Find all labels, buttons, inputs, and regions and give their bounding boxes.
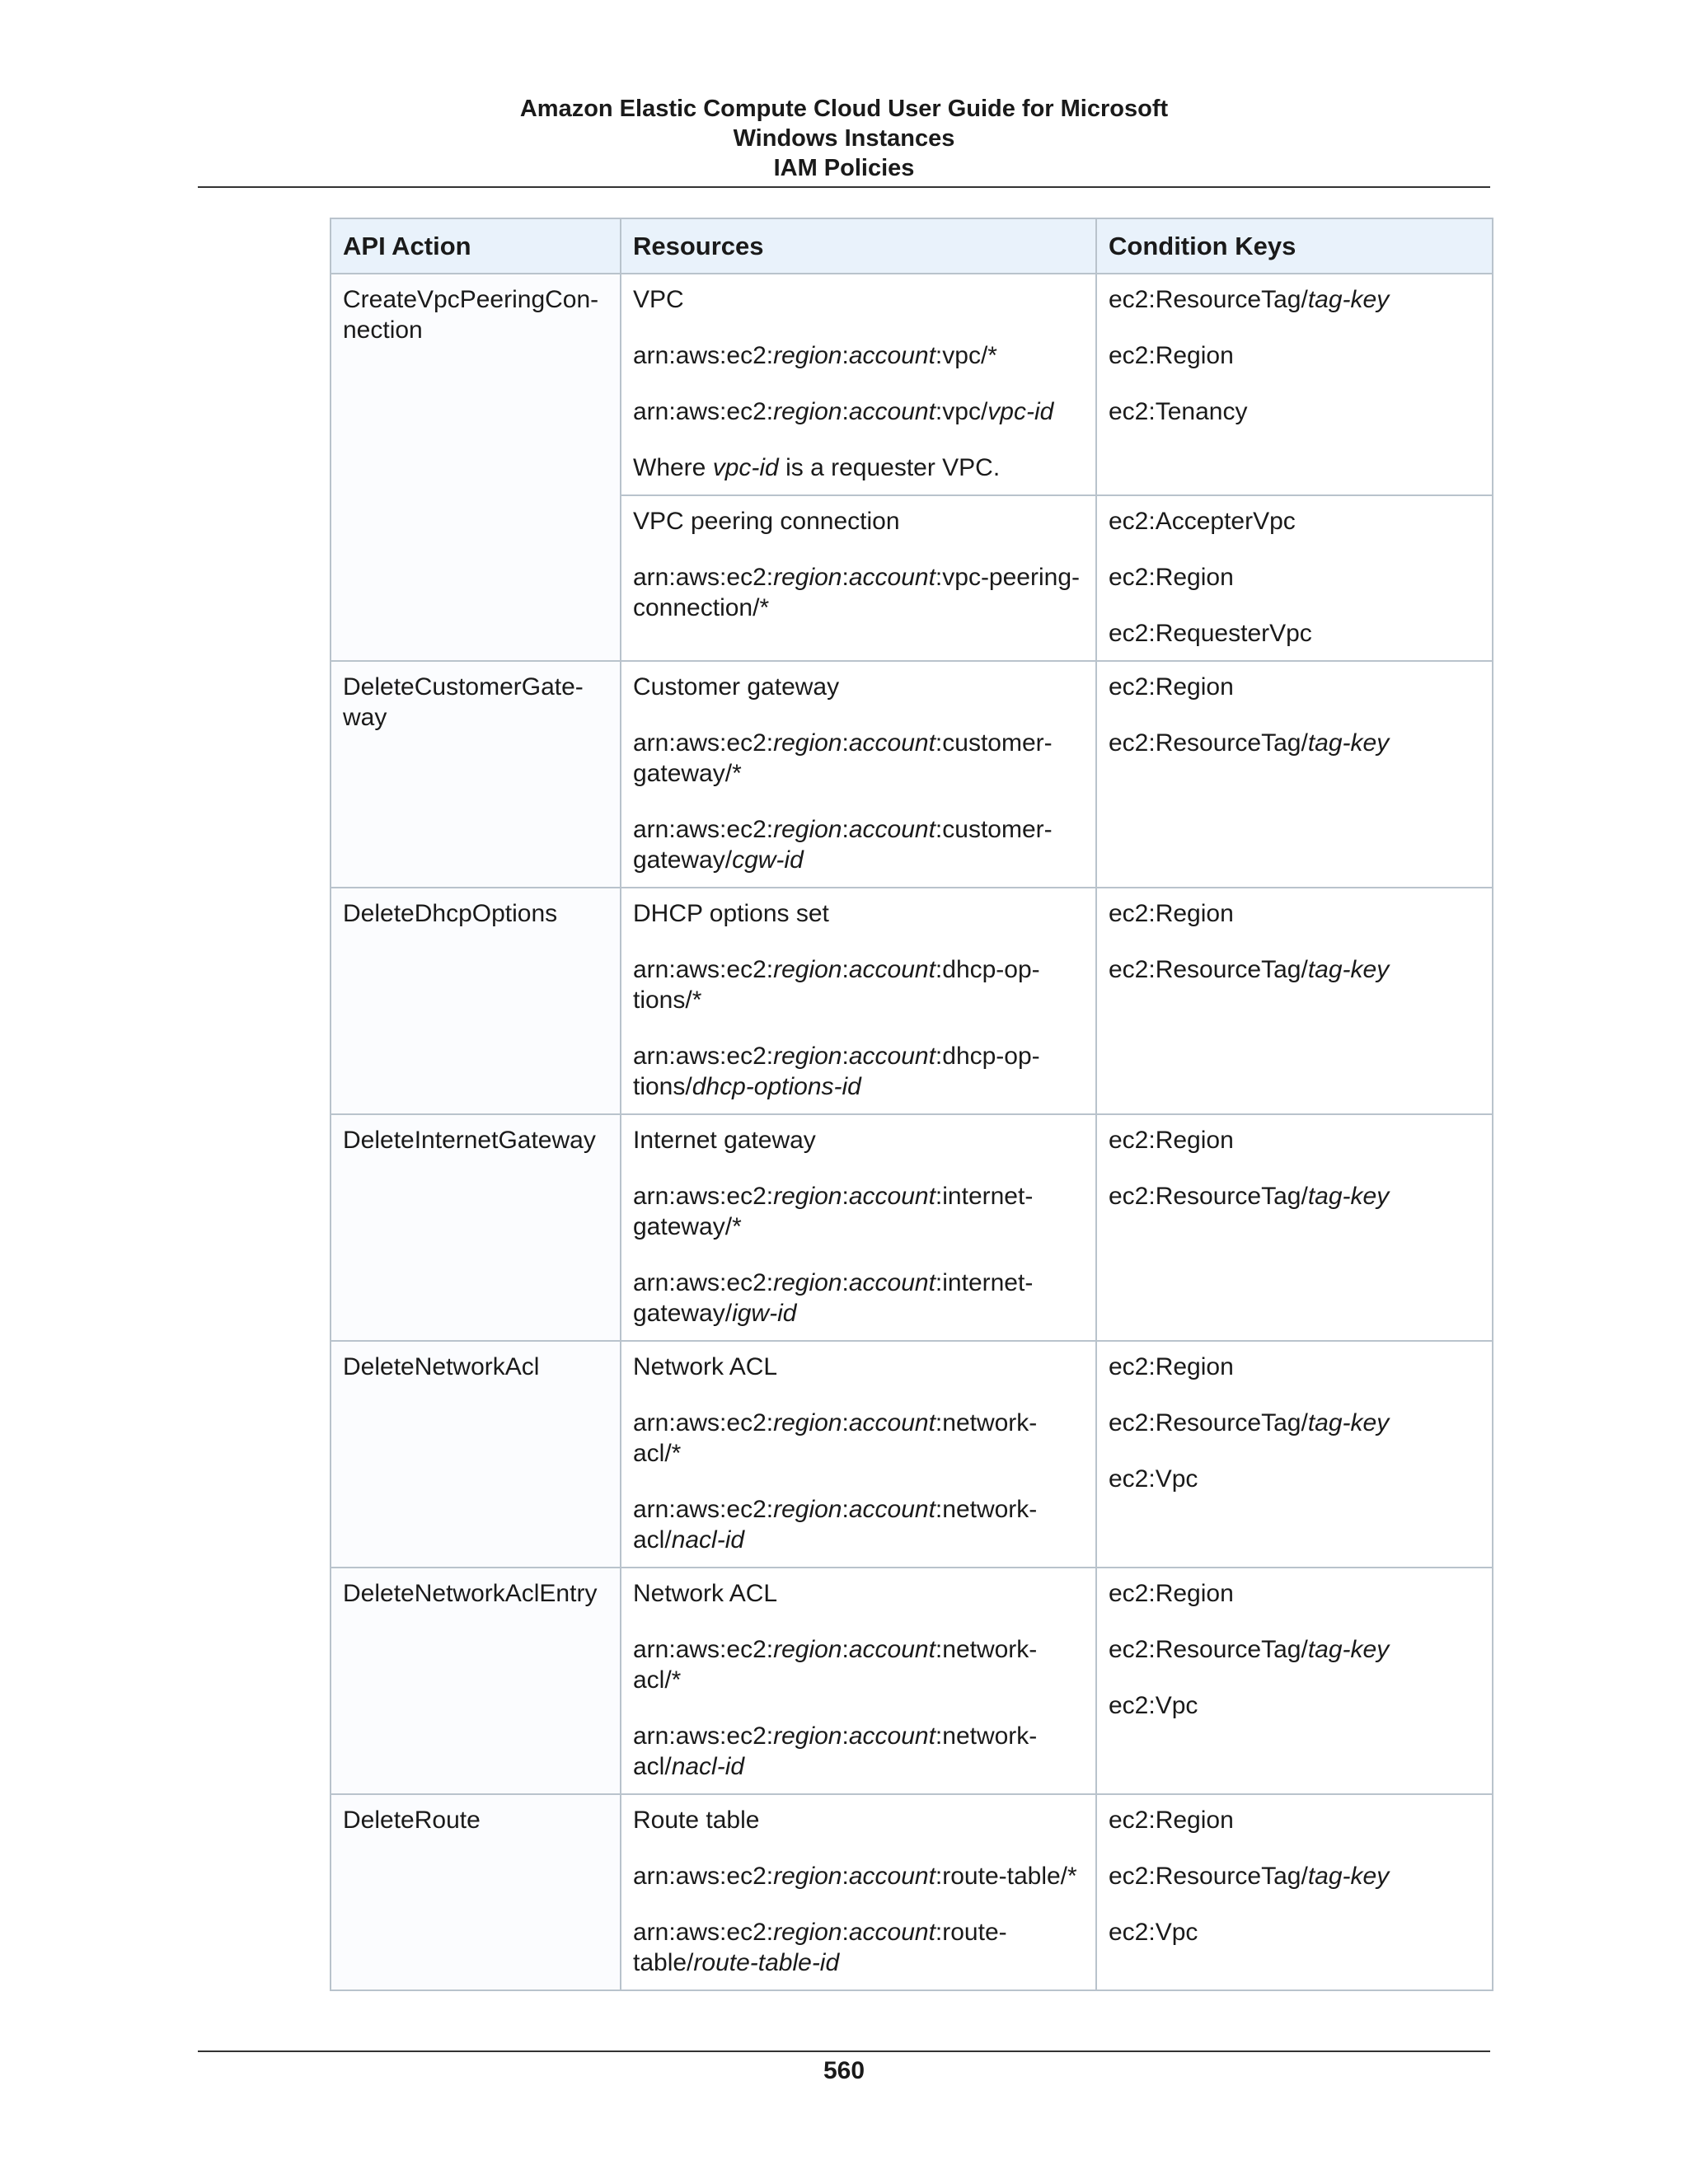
resource-arn: arn:aws:ec2:region:account:vpc/vpc-id: [633, 398, 1054, 425]
condition-key: ec2:Region: [1109, 342, 1234, 369]
api-action-name: DeleteInternetGateway: [343, 1127, 596, 1154]
condition-keys-cell: [1096, 1114, 1493, 1341]
condition-key: ec2:Region: [1109, 1127, 1234, 1154]
api-action-cell: [331, 1794, 621, 1990]
condition-keys-cell: [1096, 888, 1493, 1114]
resource-arn: arn:aws:ec2:region:account:internet- gateway/*: [633, 1183, 1034, 1240]
api-actions-table: [330, 218, 1493, 1991]
condition-key: ec2:ResourceTag/tag-key: [1109, 729, 1390, 757]
condition-key: ec2:Region: [1109, 1807, 1234, 1834]
resource-arn: arn:aws:ec2:region:account:dhcp-op- tions/dhcp-options-id: [633, 1043, 1040, 1100]
column-header-resources: Resources: [621, 218, 1096, 274]
condition-key: ec2:ResourceTag/tag-key: [1109, 1636, 1390, 1663]
api-action-cell: [331, 888, 621, 1114]
table-row: [331, 1341, 1493, 1568]
header-section-title: IAM Policies: [773, 155, 915, 181]
resource-arn: arn:aws:ec2:region:account:internet- gateway/igw-id: [633, 1269, 1034, 1327]
resource-type: Customer gateway: [633, 673, 840, 701]
condition-keys-cell: [1096, 1341, 1493, 1568]
api-action-name: DeleteDhcpOptions: [343, 900, 558, 927]
resource-note: Where vpc-id is a requester VPC.: [633, 454, 1001, 481]
api-action-name: CreateVpcPeeringCon- nection: [343, 286, 599, 344]
table-row: [331, 661, 1493, 888]
table-row: [331, 1794, 1493, 1990]
footer-rule: [198, 2050, 1490, 2052]
resource-type: Internet gateway: [633, 1127, 816, 1154]
header-doc-subtitle: Windows Instances: [733, 125, 955, 152]
header-doc-title: Amazon Elastic Compute Cloud User Guide for Microsoft: [519, 96, 1169, 122]
condition-key: ec2:ResourceTag/tag-key: [1109, 1183, 1390, 1210]
condition-key: ec2:Region: [1109, 673, 1234, 701]
api-action-name: DeleteCustomerGate- way: [343, 673, 584, 731]
api-action-name: DeleteRoute: [343, 1807, 481, 1834]
resources-cell: [621, 1114, 1096, 1341]
column-header-condition-keys: Condition Keys: [1096, 218, 1493, 274]
resource-arn: arn:aws:ec2:region:account:customer- gateway/*: [633, 729, 1053, 787]
api-action-name: DeleteNetworkAcl: [343, 1353, 540, 1380]
condition-keys-cell: [1096, 274, 1493, 495]
resources-cell: [621, 274, 1096, 495]
api-action-cell: [331, 1341, 621, 1568]
resource-arn: arn:aws:ec2:region:account:vpc-peering- connection/*: [633, 564, 1080, 621]
condition-key: ec2:ResourceTag/tag-key: [1109, 1863, 1390, 1890]
resources-cell: [621, 1341, 1096, 1568]
condition-key: ec2:Region: [1109, 1353, 1234, 1380]
condition-key: ec2:ResourceTag/tag-key: [1109, 956, 1390, 983]
resource-type: VPC: [633, 286, 684, 313]
condition-keys-cell: [1096, 1568, 1493, 1794]
resource-arn: arn:aws:ec2:region:account:route-table/*: [633, 1863, 1077, 1890]
resource-arn: arn:aws:ec2:region:account:route- table/route-table-id: [633, 1919, 1007, 1976]
table-row: [331, 274, 1493, 495]
condition-key: ec2:RequesterVpc: [1109, 620, 1312, 647]
condition-key: ec2:Region: [1109, 564, 1234, 591]
resource-arn: arn:aws:ec2:region:account:network- acl/nacl-id: [633, 1722, 1038, 1780]
resource-type: DHCP options set: [633, 900, 829, 927]
condition-key: ec2:Region: [1109, 1580, 1234, 1607]
resource-arn: arn:aws:ec2:region:account:dhcp-op- tions/*: [633, 956, 1040, 1014]
resource-arn: arn:aws:ec2:region:account:network- acl/nacl-id: [633, 1496, 1038, 1554]
resource-arn: arn:aws:ec2:region:account:network-acl/*: [633, 1636, 1038, 1694]
resource-type: Route table: [633, 1807, 760, 1834]
resource-type: Network ACL: [633, 1580, 778, 1607]
page-header: [198, 94, 1490, 183]
resource-arn: arn:aws:ec2:region:account:vpc/*: [633, 342, 997, 369]
table-row: [331, 1568, 1493, 1794]
resources-cell: [621, 1568, 1096, 1794]
resources-cell: [621, 1794, 1096, 1990]
header-rule: [198, 186, 1490, 188]
condition-key: ec2:ResourceTag/tag-key: [1109, 286, 1390, 313]
condition-key: ec2:Tenancy: [1109, 398, 1248, 425]
page-number: 560: [823, 2057, 865, 2084]
resource-type: Network ACL: [633, 1353, 778, 1380]
condition-key: ec2:Region: [1109, 900, 1234, 927]
condition-key: ec2:Vpc: [1109, 1692, 1198, 1719]
condition-key: ec2:ResourceTag/tag-key: [1109, 1409, 1390, 1436]
resources-cell: [621, 888, 1096, 1114]
api-action-cell: [331, 1568, 621, 1794]
condition-keys-cell: [1096, 661, 1493, 888]
resource-arn: arn:aws:ec2:region:account:network-acl/*: [633, 1409, 1038, 1467]
condition-keys-cell: [1096, 495, 1493, 661]
condition-key: ec2:Vpc: [1109, 1465, 1198, 1493]
column-header-api-action: API Action: [331, 218, 621, 274]
api-action-cell: [331, 274, 621, 661]
table-row: [331, 888, 1493, 1114]
condition-key: ec2:Vpc: [1109, 1919, 1198, 1946]
api-action-name: DeleteNetworkAclEntry: [343, 1580, 598, 1607]
resource-arn: arn:aws:ec2:region:account:customer- gateway/cgw-id: [633, 816, 1053, 874]
resource-type: VPC peering connection: [633, 508, 900, 535]
condition-key: ec2:AccepterVpc: [1109, 508, 1296, 535]
table-header-row: [331, 218, 1493, 274]
resources-cell: [621, 661, 1096, 888]
table-row: [331, 1114, 1493, 1341]
api-action-cell: [331, 661, 621, 888]
api-action-cell: [331, 1114, 621, 1341]
condition-keys-cell: [1096, 1794, 1493, 1990]
resources-cell: [621, 495, 1096, 661]
